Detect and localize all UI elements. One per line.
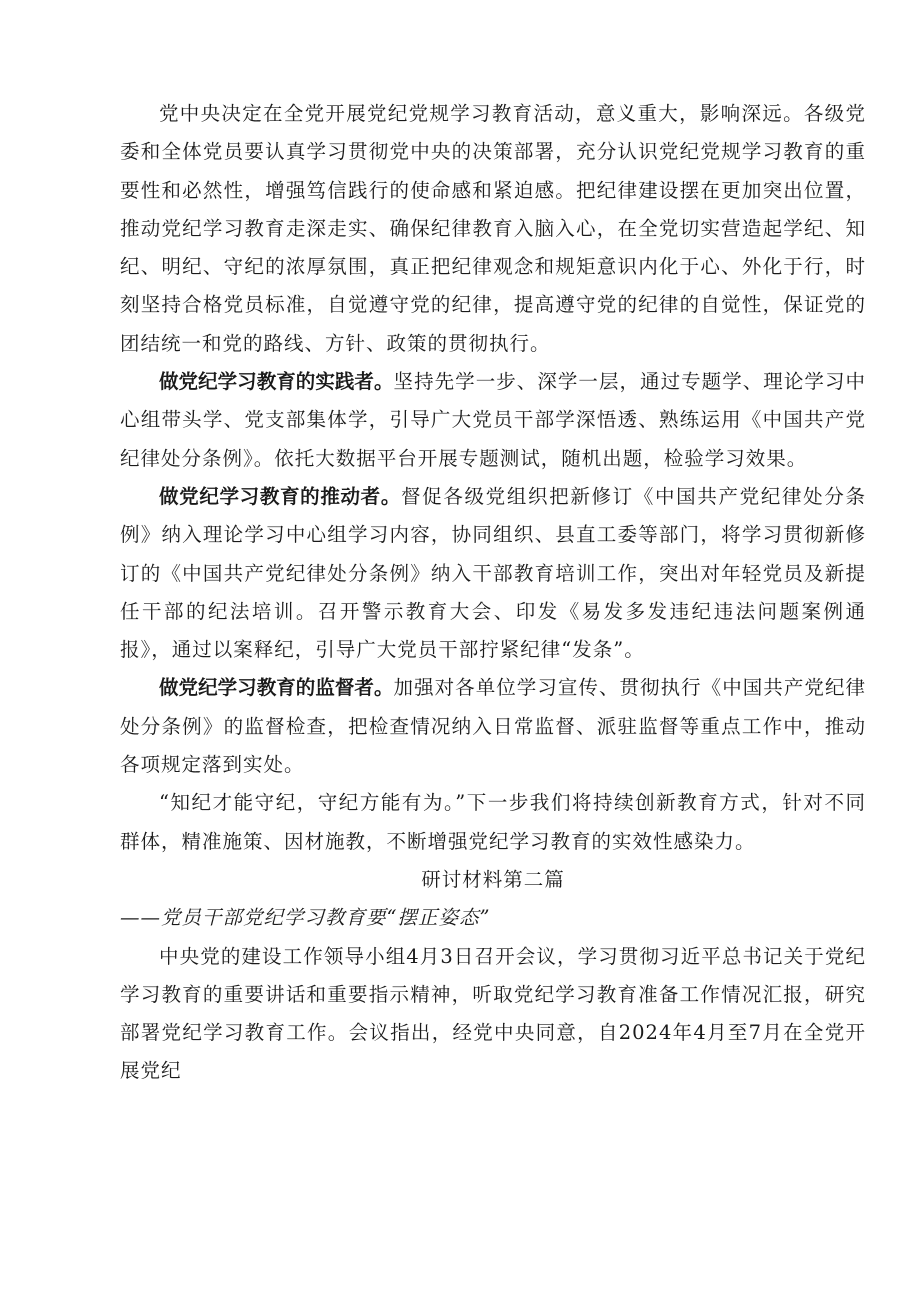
paragraph-text: “知纪才能守纪，守纪方能有为。”下一步我们将持续创新教育方式，针对不同群体，精准施策、因材施教，不断增强党纪学习教育的实效性感染力。 [120,791,866,853]
paragraph-lead: 做党纪学习教育的监督者。 [159,676,394,700]
paragraph-conclusion [120,784,866,861]
paragraph-text: 党中央决定在全党开展党纪党规学习教育活动，意义重大，影响深远。各级党委和全体党员要认真学习贯彻党中央的决策部署，充分认识党纪党规学习教育的重要性和必然性，增强笃信践行的使命感和紧迫感。把纪律建设摆在更加突出位置，推动党纪学习教育走深走实、确保纪律教育入脑入心，在全党切实营造起学纪、知纪、明纪、守纪的浓厚氛围，真正把纪律观念和规矩意识内化于心、外化于行，时刻坚持合格党员标准，自觉遵守党的纪律，提高遵守党的纪律的自觉性，保证党的团结统一和党的路线、方针、政策的贯彻执行。 [120,102,866,355]
paragraph-text: 督促各级党组织把新修订《中国共产党纪律处分条例》纳入理论学习中心组学习内容，协同组织、县直工委等部门，将学习贯彻新修订的《中国共产党纪律处分条例》纳入干部教育培训工作，突出对年轻党员及新提任干部的纪法培训。召开警示教育大会、印发《易发多发违纪违法问题案例通报》，通过以案释纪，引导广大党员干部拧紧纪律“发条”。 [120,484,866,662]
paragraph-text: 坚持先学一步、深学一层，通过专题学、理论学习中心组带头学、党支部集体学，引导广大党员干部学深悟透、熟练运用《中国共产党纪律处分条例》。依托大数据平台开展专题测试，随机出题，检验学习效果。 [120,370,866,470]
paragraph-lead: 做党纪学习教育的实践者。 [159,370,394,394]
paragraph-intro [120,95,866,363]
paragraph-promoter [120,478,866,669]
paragraph-practitioner [120,363,866,478]
section-title: 研讨材料第二篇 [421,867,565,891]
paragraph-supervisor [120,669,866,784]
section-subtitle: ——党员干部党纪学习教育要“摆正姿态” [120,906,491,930]
document-body [120,95,866,1091]
paragraph-text: 加强对各单位学习宣传、贯彻执行《中国共产党纪律处分条例》的监督检查，把检查情况纳入日常监督、派驻监督等重点工作中，推动各项规定落到实处。 [120,676,866,777]
paragraph-lead: 做党纪学习教育的推动者。 [159,484,401,508]
paragraph-meeting: 中央党的建设工作领导小组4月3日召开会议，学习贯彻习近平总书记关于党纪学习教育的重要讲话和重要指示精神，听取党纪学习教育准备工作情况汇报，研究部署党纪学习教育工作。会议指出，经党中央同意，自2024年4月至7月在全党开展党纪 [120,944,866,1083]
